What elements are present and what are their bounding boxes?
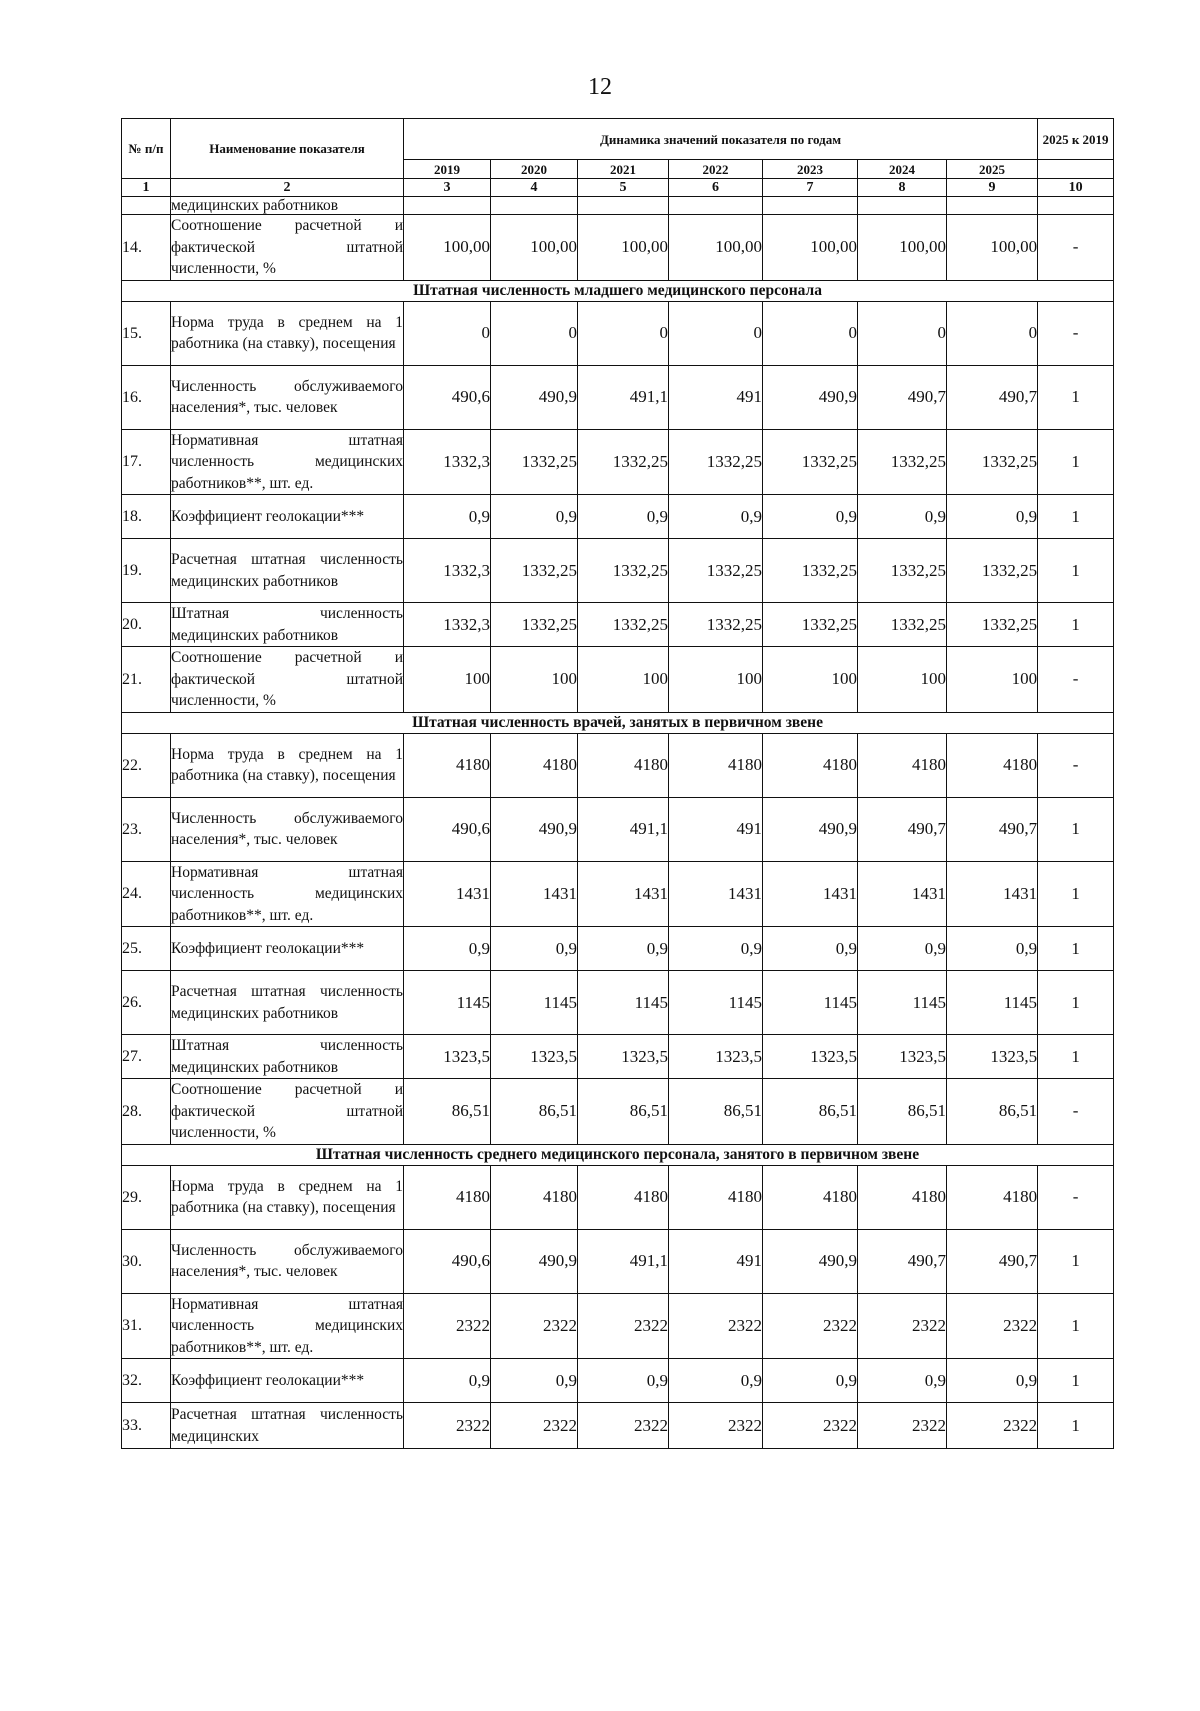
indicator-name: Коэффициент геолокации*** [171, 927, 404, 971]
year-value: 2322 [491, 1403, 578, 1449]
year-value: 1145 [404, 971, 491, 1035]
year-value: 0,9 [763, 1359, 858, 1403]
year-value: 0,9 [858, 1359, 947, 1403]
row-number: 27. [122, 1035, 171, 1079]
ratio-value: 1 [1038, 539, 1114, 603]
year-value: 490,7 [947, 365, 1038, 429]
header-year: 2020 [491, 160, 578, 179]
col-number: 5 [578, 179, 669, 197]
year-value: 4180 [858, 733, 947, 797]
row-number: 18. [122, 495, 171, 539]
year-value: 0,9 [491, 927, 578, 971]
row-number: 30. [122, 1229, 171, 1293]
table-header [122, 119, 1114, 197]
year-value: 100 [858, 647, 947, 713]
year-value: 1323,5 [763, 1035, 858, 1079]
year-value: 1332,25 [947, 429, 1038, 495]
row-number: 15. [122, 301, 171, 365]
table-row [122, 797, 1114, 861]
year-value [669, 197, 763, 215]
year-value: 86,51 [947, 1079, 1038, 1145]
year-value: 4180 [404, 1165, 491, 1229]
year-value: 86,51 [763, 1079, 858, 1145]
year-value: 491,1 [578, 797, 669, 861]
year-value: 2322 [578, 1293, 669, 1359]
table-row [122, 215, 1114, 281]
year-value: 1431 [858, 861, 947, 927]
ratio-value: 1 [1038, 971, 1114, 1035]
year-value: 4180 [578, 733, 669, 797]
year-value: 0 [763, 301, 858, 365]
table-row [122, 495, 1114, 539]
section-title: Штатная численность среднего медицинского персонала, занятого в первичном звене [122, 1144, 1114, 1165]
indicator-name: Штатная численность медицинских работников [171, 603, 404, 647]
row-number: 23. [122, 797, 171, 861]
col-number: 4 [491, 179, 578, 197]
table-row [122, 365, 1114, 429]
table-row [122, 301, 1114, 365]
table-row [122, 1293, 1114, 1359]
indicator-name: Численность обслуживаемого населения*, тыс. человек [171, 1229, 404, 1293]
col-number: 10 [1038, 179, 1114, 197]
year-value: 490,6 [404, 365, 491, 429]
ratio-value: - [1038, 1165, 1114, 1229]
year-value: 0,9 [404, 927, 491, 971]
year-value: 2322 [947, 1293, 1038, 1359]
year-value: 86,51 [578, 1079, 669, 1145]
indicator-name: Норма труда в среднем на 1 работника (на ставку), посещения [171, 1165, 404, 1229]
year-value: 4180 [491, 1165, 578, 1229]
ratio-value: 1 [1038, 1359, 1114, 1403]
year-value: 1323,5 [404, 1035, 491, 1079]
header-year: 2019 [404, 160, 491, 179]
staffing-table [121, 118, 1114, 1449]
year-value: 4180 [947, 733, 1038, 797]
row-number: 20. [122, 603, 171, 647]
year-value: 0,9 [578, 495, 669, 539]
year-value: 491 [669, 365, 763, 429]
year-value: 1323,5 [491, 1035, 578, 1079]
year-value: 0,9 [763, 495, 858, 539]
ratio-value: - [1038, 301, 1114, 365]
year-value: 100 [404, 647, 491, 713]
table-row [122, 1079, 1114, 1145]
row-number: 28. [122, 1079, 171, 1145]
indicator-name: Соотношение расчетной и фактической штатной численности, % [171, 215, 404, 281]
year-value: 1145 [491, 971, 578, 1035]
year-value: 2322 [947, 1403, 1038, 1449]
table-row [122, 1359, 1114, 1403]
year-value: 2322 [763, 1403, 858, 1449]
indicator-name: Нормативная штатная численность медицинских работников**, шт. ед. [171, 429, 404, 495]
year-value: 490,9 [491, 365, 578, 429]
year-value: 1332,25 [669, 539, 763, 603]
year-value: 100,00 [669, 215, 763, 281]
year-value: 490,7 [858, 1229, 947, 1293]
year-value: 2322 [858, 1293, 947, 1359]
ratio-value [1038, 197, 1114, 215]
table-row [122, 429, 1114, 495]
year-value: 1431 [763, 861, 858, 927]
year-value [763, 197, 858, 215]
year-value: 0,9 [491, 1359, 578, 1403]
table-row [122, 647, 1114, 713]
ratio-value: 1 [1038, 1293, 1114, 1359]
year-value: 86,51 [404, 1079, 491, 1145]
year-value [404, 197, 491, 215]
ratio-value: 1 [1038, 927, 1114, 971]
year-value: 1145 [578, 971, 669, 1035]
year-value: 0,9 [669, 495, 763, 539]
year-value [491, 197, 578, 215]
page-number: 12 [588, 74, 612, 100]
year-value: 1332,25 [763, 429, 858, 495]
indicator-name: Коэффициент геолокации*** [171, 1359, 404, 1403]
header-ratio: 2025 к 2019 [1038, 119, 1114, 160]
header-year: 2024 [858, 160, 947, 179]
year-value [947, 197, 1038, 215]
year-value: 100,00 [947, 215, 1038, 281]
header-year: 2025 [947, 160, 1038, 179]
year-value: 100,00 [404, 215, 491, 281]
col-number: 8 [858, 179, 947, 197]
year-value: 0,9 [404, 1359, 491, 1403]
year-value: 2322 [763, 1293, 858, 1359]
row-number [122, 197, 171, 215]
year-value: 2322 [491, 1293, 578, 1359]
col-number: 9 [947, 179, 1038, 197]
col-number: 1 [122, 179, 171, 197]
table-row [122, 927, 1114, 971]
table-row [122, 603, 1114, 647]
header-empty [1038, 160, 1114, 179]
section-header-row [122, 1144, 1114, 1165]
ratio-value: - [1038, 215, 1114, 281]
row-number: 33. [122, 1403, 171, 1449]
row-number: 29. [122, 1165, 171, 1229]
ratio-value: - [1038, 733, 1114, 797]
header-year: 2021 [578, 160, 669, 179]
col-number: 6 [669, 179, 763, 197]
year-value: 100,00 [491, 215, 578, 281]
year-value: 1145 [669, 971, 763, 1035]
year-value: 86,51 [669, 1079, 763, 1145]
row-number: 25. [122, 927, 171, 971]
ratio-value: 1 [1038, 1229, 1114, 1293]
indicator-name: Коэффициент геолокации*** [171, 495, 404, 539]
table-row [122, 861, 1114, 927]
header-name: Наименование показателя [171, 119, 404, 179]
year-value: 0,9 [491, 495, 578, 539]
year-value: 1332,25 [858, 429, 947, 495]
year-value: 1323,5 [947, 1035, 1038, 1079]
year-value: 100 [669, 647, 763, 713]
indicator-name: Расчетная штатная численность медицинских работников [171, 539, 404, 603]
year-value: 1332,25 [578, 539, 669, 603]
year-value: 490,6 [404, 1229, 491, 1293]
year-value: 1145 [858, 971, 947, 1035]
table-row [122, 733, 1114, 797]
ratio-value: 1 [1038, 1035, 1114, 1079]
year-value: 490,9 [763, 797, 858, 861]
row-number: 31. [122, 1293, 171, 1359]
year-value: 0,9 [578, 1359, 669, 1403]
row-number: 26. [122, 971, 171, 1035]
section-header-row [122, 712, 1114, 733]
year-value: 1332,25 [947, 603, 1038, 647]
section-title: Штатная численность врачей, занятых в первичном звене [122, 712, 1114, 733]
year-value: 490,9 [763, 365, 858, 429]
year-value: 1332,25 [763, 539, 858, 603]
ratio-value: 1 [1038, 495, 1114, 539]
year-value: 491 [669, 797, 763, 861]
year-value: 1332,25 [578, 603, 669, 647]
year-value: 1332,25 [669, 429, 763, 495]
year-value: 0,9 [947, 1359, 1038, 1403]
year-value: 100 [578, 647, 669, 713]
year-value: 0,9 [858, 927, 947, 971]
ratio-value: 1 [1038, 861, 1114, 927]
row-number: 32. [122, 1359, 171, 1403]
section-header-row [122, 280, 1114, 301]
year-value: 1145 [947, 971, 1038, 1035]
year-value: 490,9 [491, 1229, 578, 1293]
indicator-name: Расчетная штатная численность медицинских [171, 1403, 404, 1449]
year-value: 4180 [669, 733, 763, 797]
year-value: 1431 [669, 861, 763, 927]
year-value: 1332,3 [404, 603, 491, 647]
year-value: 0 [947, 301, 1038, 365]
year-value: 1332,3 [404, 539, 491, 603]
year-value: 1145 [763, 971, 858, 1035]
indicator-name: Соотношение расчетной и фактической штатной численности, % [171, 1079, 404, 1145]
year-value: 86,51 [858, 1079, 947, 1145]
row-number: 14. [122, 215, 171, 281]
year-value: 1323,5 [858, 1035, 947, 1079]
ratio-value: 1 [1038, 1403, 1114, 1449]
table-row [122, 1403, 1114, 1449]
year-value: 4180 [404, 733, 491, 797]
row-number: 19. [122, 539, 171, 603]
year-value: 4180 [491, 733, 578, 797]
year-value [858, 197, 947, 215]
year-value: 100 [763, 647, 858, 713]
table-row [122, 1165, 1114, 1229]
year-value: 1332,25 [578, 429, 669, 495]
row-number: 16. [122, 365, 171, 429]
table-row [122, 539, 1114, 603]
header-year: 2023 [763, 160, 858, 179]
year-value: 1332,25 [669, 603, 763, 647]
ratio-value: 1 [1038, 797, 1114, 861]
year-value: 0,9 [947, 927, 1038, 971]
table-body [122, 197, 1114, 1449]
ratio-value: 1 [1038, 365, 1114, 429]
year-value: 2322 [669, 1403, 763, 1449]
year-value: 1332,25 [858, 539, 947, 603]
year-value: 0,9 [669, 927, 763, 971]
indicator-name: Штатная численность медицинских работников [171, 1035, 404, 1079]
row-number: 21. [122, 647, 171, 713]
header-dynamics: Динамика значений показателя по годам [404, 119, 1038, 160]
year-value: 100,00 [763, 215, 858, 281]
ratio-value: - [1038, 1079, 1114, 1145]
year-value: 2322 [404, 1403, 491, 1449]
header-num: № п/п [122, 119, 171, 179]
year-value: 490,7 [947, 797, 1038, 861]
year-value [578, 197, 669, 215]
year-value: 1332,25 [947, 539, 1038, 603]
year-value: 1323,5 [669, 1035, 763, 1079]
year-value: 0 [491, 301, 578, 365]
year-value: 491,1 [578, 1229, 669, 1293]
indicator-name: Расчетная штатная численность медицинских работников [171, 971, 404, 1035]
indicator-name: Нормативная штатная численность медицинских работников**, шт. ед. [171, 861, 404, 927]
year-value: 491,1 [578, 365, 669, 429]
year-value: 490,9 [491, 797, 578, 861]
col-number: 3 [404, 179, 491, 197]
year-value: 2322 [858, 1403, 947, 1449]
year-value: 1431 [491, 861, 578, 927]
row-number: 22. [122, 733, 171, 797]
ratio-value: 1 [1038, 429, 1114, 495]
year-value: 490,6 [404, 797, 491, 861]
year-value: 100 [491, 647, 578, 713]
year-value: 490,7 [858, 797, 947, 861]
year-value: 2322 [578, 1403, 669, 1449]
row-number: 17. [122, 429, 171, 495]
table-row [122, 197, 1114, 215]
year-value: 4180 [763, 733, 858, 797]
header-year: 2022 [669, 160, 763, 179]
indicator-name: Численность обслуживаемого населения*, тыс. человек [171, 365, 404, 429]
year-value: 1332,3 [404, 429, 491, 495]
year-value: 491 [669, 1229, 763, 1293]
year-value: 0,9 [578, 927, 669, 971]
year-value: 490,9 [763, 1229, 858, 1293]
year-value: 0,9 [404, 495, 491, 539]
year-value: 1431 [578, 861, 669, 927]
row-number: 24. [122, 861, 171, 927]
indicator-name: Численность обслуживаемого населения*, тыс. человек [171, 797, 404, 861]
year-value: 1332,25 [491, 603, 578, 647]
year-value: 490,7 [858, 365, 947, 429]
year-value: 0 [578, 301, 669, 365]
year-value: 1431 [947, 861, 1038, 927]
year-value: 2322 [404, 1293, 491, 1359]
year-value: 100,00 [858, 215, 947, 281]
indicator-name: Соотношение расчетной и фактической штатной численности, % [171, 647, 404, 713]
year-value: 0 [404, 301, 491, 365]
indicator-name: Норма труда в среднем на 1 работника (на ставку), посещения [171, 301, 404, 365]
year-value: 1332,25 [491, 429, 578, 495]
year-value: 4180 [947, 1165, 1038, 1229]
year-value: 0,9 [858, 495, 947, 539]
year-value: 0,9 [669, 1359, 763, 1403]
table-row [122, 1035, 1114, 1079]
ratio-value: 1 [1038, 603, 1114, 647]
col-number: 2 [171, 179, 404, 197]
year-value: 86,51 [491, 1079, 578, 1145]
year-value: 1332,25 [491, 539, 578, 603]
year-value: 4180 [858, 1165, 947, 1229]
year-value: 4180 [578, 1165, 669, 1229]
ratio-value: - [1038, 647, 1114, 713]
year-value: 0,9 [763, 927, 858, 971]
year-value: 1332,25 [763, 603, 858, 647]
year-value: 100 [947, 647, 1038, 713]
year-value: 100,00 [578, 215, 669, 281]
year-value: 490,7 [947, 1229, 1038, 1293]
year-value: 1332,25 [858, 603, 947, 647]
indicator-name: Нормативная штатная численность медицинских работников**, шт. ед. [171, 1293, 404, 1359]
year-value: 2322 [669, 1293, 763, 1359]
table-row [122, 1229, 1114, 1293]
indicator-name: медицинских работников [171, 197, 404, 215]
table-row [122, 971, 1114, 1035]
year-value: 1431 [404, 861, 491, 927]
year-value: 0 [669, 301, 763, 365]
year-value: 0 [858, 301, 947, 365]
indicator-name: Норма труда в среднем на 1 работника (на ставку), посещения [171, 733, 404, 797]
year-value: 0,9 [947, 495, 1038, 539]
col-number: 7 [763, 179, 858, 197]
year-value: 4180 [763, 1165, 858, 1229]
year-value: 1323,5 [578, 1035, 669, 1079]
year-value: 4180 [669, 1165, 763, 1229]
section-title: Штатная численность младшего медицинского персонала [122, 280, 1114, 301]
